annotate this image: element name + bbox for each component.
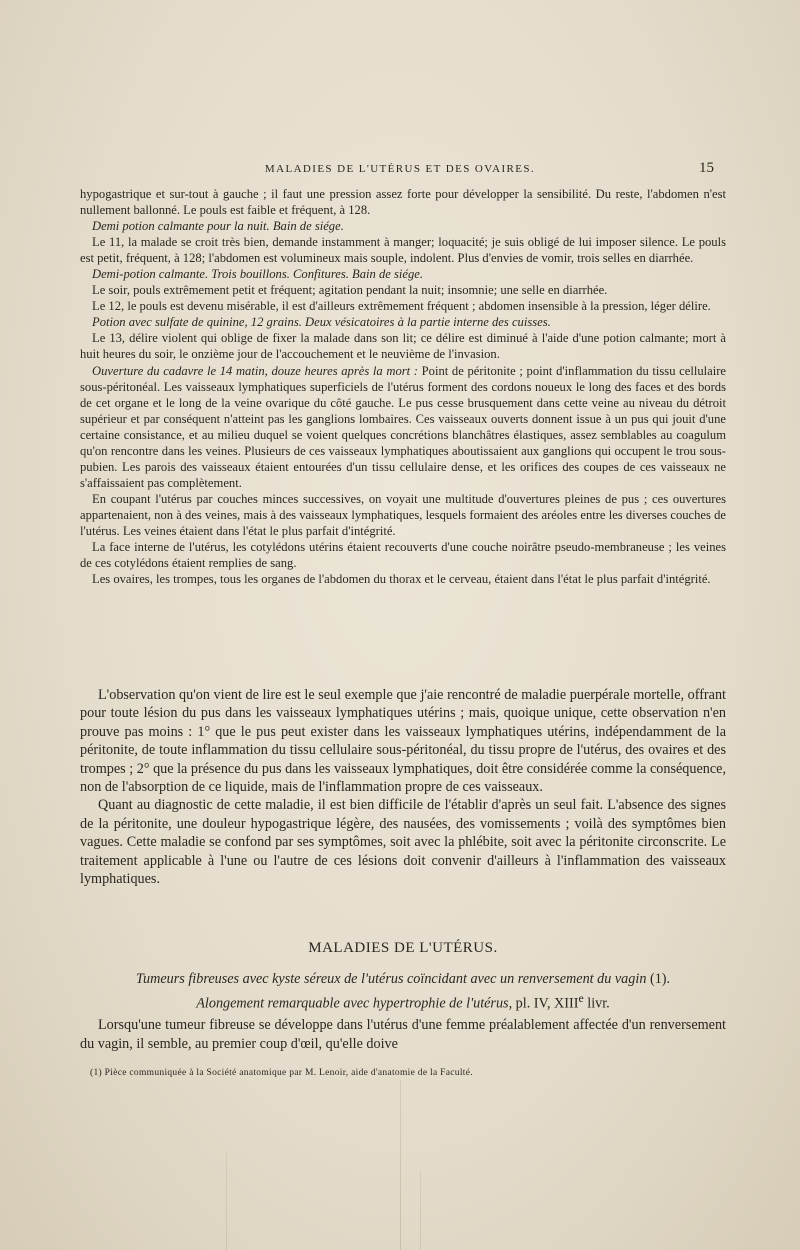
autopsy-paragraph bbox=[80, 363, 726, 491]
paragraph: En coupant l'utérus par couches minces successives, on voyait une multitude d'ouvertures pleines de pus ; ces ouvertures appartenaient, non à des veines, mais à des vaisseaux lymphatiques, lesquels formaient des aréoles entre les diverses couches de l'utérus. Les veines étaient dans l'état le plus parfait d'intégrité. bbox=[80, 491, 726, 538]
paragraph: Le soir, pouls extrêmement petit et fréquent; agitation pendant la nuit; insomnie; une selle en diarrhée. bbox=[92, 283, 608, 298]
commentary-paragraph: L'observation qu'on vient de lire est le seul exemple que j'aie rencontré de maladie puerpérale mortelle, offrant pour toute lésion du pus dans les vaisseaux lymphatiques utérins ; mais, quoique unique, cette observation n'en prouve pas moins : 1° que le pus peut exister dans les vaisseaux lymphatiques utérins, indépendamment de la péritonite, de toute inflammation du tissu cellulaire sous-péritonéal, du tissu propre de l'utérus, des ovaires et des trompes ; 2° que la présence du pus dans les vaisseaux lymphatiques, doit être considérée comme la conséquence, non de l'absorption de ce liquide, mais de l'inflammation propre de ces vaisseaux. bbox=[80, 687, 726, 796]
treatment-note: Demi-potion calmante. Trois bouillons. Confitures. Bain de siége. bbox=[92, 267, 424, 282]
paragraph: hypogastrique et sur-tout à gauche ; il faut une pression assez forte pour développer la sensibilité. Du reste, l'abdomen n'est nullement ballonné. Le pouls est faible et fréquent, à 128. bbox=[80, 187, 726, 218]
plate-reference-end: livr. bbox=[587, 995, 610, 1012]
section-opening-paragraph: Lorsqu'une tumeur fibreuse se développe dans l'utérus d'une femme préalablement affectée d'un renversement du vagin, il semble, au premier coup d'œil, qu'elle doive bbox=[80, 1017, 726, 1052]
paper-crease bbox=[400, 1080, 401, 1250]
paragraph: Les ovaires, les trompes, tous les organes de l'abdomen du thorax et le cerveau, étaient dans l'état le plus parfait d'intégrité. bbox=[92, 572, 711, 587]
paragraph: Le 13, délire violent qui oblige de fixer la malade dans son lit; ce délire est diminué à l'aide d'une potion calmante; mort à huit heures du soir, le onzième jour de l'accouchement et le neuvième de l'invasion. bbox=[80, 331, 726, 362]
paper-crease bbox=[420, 1170, 421, 1250]
treatment-note: Potion avec sulfate de quinine, 12 grains. Deux vésicatoires à la partie interne des cuisses. bbox=[92, 315, 551, 330]
treatment-note: Demi potion calmante pour la nuit. Bain de siége. bbox=[92, 219, 344, 234]
subtitle-line-2 bbox=[80, 989, 726, 1013]
autopsy-text: Point de péritonite ; point d'inflammation du tissu cellulaire sous-péritonéal. Les vaisseaux lymphatiques superficiels de l'utérus forment des cordons noueux le long des faces et des bords de cet organe et le long de la veine ovarique du côté gauche. Le pus cesse brusquement dans cette veine au niveau du détroit supérieur et par conséquent n'atteint pas les ganglions lombaires. Ces vaisseaux ouverts donnent issue à un pus qui jouit d'une certaine consistance, et au milieu duquel se voient quelques concrétions blanchâtres élastiques, assez semblables au coagulum qu'on rencontre dans les veines. Plusieurs de ces vaisseaux lymphatiques aboutissaient aux ganglions qui occupent le trou sous-pubien. Les parois des vaisseaux étaient entourées d'un tissu cellulaire dense, et les orifices des coupes de ces vaisseaux ne s'affaissaient pas complètement. bbox=[80, 363, 727, 490]
paragraph: La face interne de l'utérus, les cotylédons utérins étaient recouverts d'une couche noirâtre pseudo-membraneuse ; les veines de ces cotylédons étaient remplies de sang. bbox=[80, 540, 726, 571]
paragraph: Le 11, la malade se croit très bien, demande instamment à manger; loquacité; je suis obligé de lui imposer silence. Le pouls est petit, fréquent, à 128; l'abdomen est volumineux mais souple, indolent. Plus d'envies de vomir, trois selles en diarrhée. bbox=[80, 235, 726, 266]
subtitle-text: Alongement remarquable avec hypertrophie de l'utérus, bbox=[196, 995, 513, 1012]
plate-reference: pl. IV, XIII bbox=[515, 995, 579, 1012]
running-head: MALADIES DE L'UTÉRUS ET DES OVAIRES. bbox=[264, 163, 536, 175]
subtitle-text: Tumeurs fibreuses avec kyste séreux de l'utérus coïncidant avec un renversement du vagin bbox=[135, 971, 647, 987]
plate-reference-sup: e bbox=[578, 990, 584, 1005]
section-subtitle bbox=[80, 970, 726, 1013]
case-report bbox=[80, 186, 726, 587]
page-number: 15 bbox=[699, 160, 714, 176]
autopsy-lead: Ouverture du cadavre le 14 matin, douze heures après la mort : bbox=[92, 363, 418, 378]
commentary bbox=[80, 686, 726, 888]
footnote-ref: (1). bbox=[649, 971, 671, 987]
page-header bbox=[80, 160, 720, 180]
subtitle-line-1 bbox=[80, 970, 726, 989]
section-body bbox=[80, 1016, 726, 1053]
paper-crease bbox=[226, 1150, 227, 1250]
paragraph: Le 12, le pouls est devenu misérable, il est d'ailleurs extrêmement fréquent ; abdomen insensible à la pression, léger délire. bbox=[92, 299, 711, 314]
commentary-paragraph: Quant au diagnostic de cette maladie, il est bien difficile de l'établir d'après un seul fait. L'absence des signes de la péritonite, une douleur hypogastrique légère, des nausées, des vomissements ; voilà des symptômes bien vagues. Cette maladie se confond par ses symptômes, soit avec la phlébite, soit avec la péritonite circonscrite. Le traitement applicable à l'une ou l'autre de ces lésions doit convenir d'ailleurs à l'inflammation des vaisseaux lymphatiques. bbox=[80, 797, 726, 888]
section-title: MALADIES DE L'UTÉRUS. bbox=[308, 940, 498, 956]
footnote: (1) Pièce communiquée à la Société anatomique par M. Lenoir, aide d'anatomie de la Faculté. bbox=[90, 1068, 473, 1078]
